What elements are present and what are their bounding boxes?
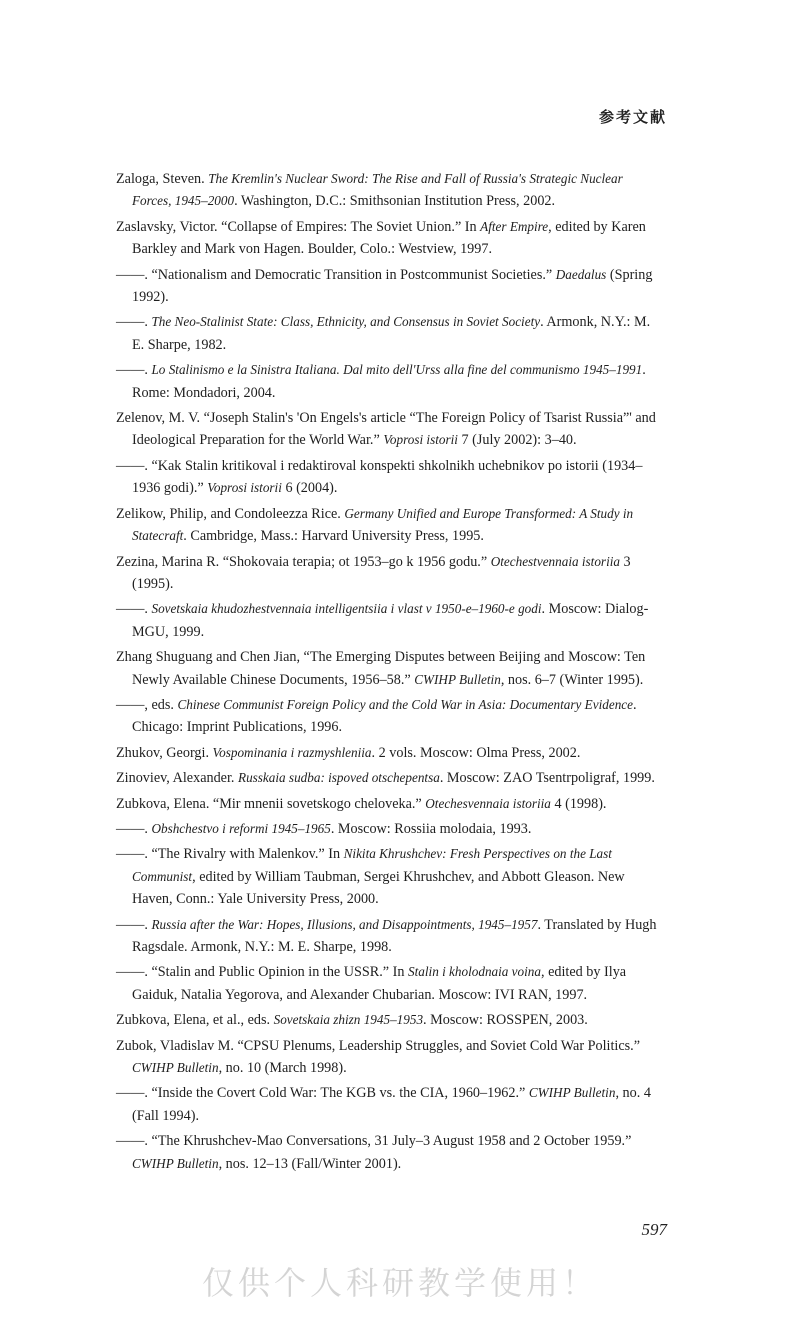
bibliography-entry: ——. Russia after the War: Hopes, Illusions, and Disappointments, 1945–1957. Translated by Hugh Ragsdale. Armonk, N.Y.: M. E. Sharpe, 1998. <box>116 916 657 955</box>
bibliography-entry: ——. Obshchestvo i reformi 1945–1965. Moscow: Rossiia molodaia, 1993. <box>116 820 532 837</box>
bibliography-entry: ——, eds. Chinese Communist Foreign Policy and the Cold War in Asia: Documentary Evidence. Chicago: Imprint Publications, 1996. <box>116 696 637 736</box>
page-number: 597 <box>641 1220 667 1239</box>
bibliography-entry: Zinoviev, Alexander. Russkaia sudba: ispoved otschepentsa. Moscow: ZAO Tsentrpoligraf, 1999. <box>116 770 655 787</box>
bibliography-entry: ——. The Neo-Stalinist State: Class, Ethnicity, and Consensus in Soviet Society. Armonk, N.Y.: M. E. Sharpe, 1982. <box>116 314 651 353</box>
bibliography-entry: Zubkova, Elena. “Mir mnenii sovetskogo cheloveka.” Otechesvennaia istoriia 4 (1998). <box>116 795 607 812</box>
bibliography-entry: Zubok, Vladislav M. “CPSU Plenums, Leadership Struggles, and Soviet Cold War Politics.” CWIHP Bulletin, no. 10 (March 1998). <box>116 1037 641 1077</box>
bibliography-entry: Zaslavsky, Victor. “Collapse of Empires: The Soviet Union.” In After Empire, edited by Karen Barkley and Mark von Hagen. Boulder, Colo.: Westview, 1997. <box>116 218 646 258</box>
bibliography-entry: ——. “Inside the Covert Cold War: The KGB vs. the CIA, 1960–1962.” CWIHP Bulletin, no. 4 (Fall 1994). <box>116 1085 651 1124</box>
bibliography-entry: Zelenov, M. V. “Joseph Stalin's 'On Engels's article “The Foreign Policy of Tsarist Russia”' and Ideological Preparation for the World War.” Voprosi istorii 7 (July 2002): 3–40. <box>116 410 656 449</box>
running-header: 参考文献 <box>598 108 667 126</box>
bibliography-entry: Zhukov, Georgi. Vospominania i razmyshleniia. 2 vols. Moscow: Olma Press, 2002. <box>116 744 581 761</box>
bibliography-entry: ——. “The Khrushchev-Mao Conversations, 31 July–3 August 1958 and 2 October 1959.” CWIHP Bulletin, nos. 12–13 (Fall/Winter 2001). <box>116 1133 632 1172</box>
bibliography-entry: ——. “The Rivalry with Malenkov.” In Nikita Khrushchev: Fresh Perspectives on the Last Communist, edited by William Taubman, Sergei Khrushchev, and Abbott Gleason. New Haven, Conn.: Yale University Press, 2000. <box>116 846 625 908</box>
bibliography-list <box>116 168 664 1178</box>
bibliography-entry: ——. “Nationalism and Democratic Transition in Postcommunist Societies.” Daedalus (Spring 1992). <box>116 266 653 306</box>
bibliography-entry: Zezina, Marina R. “Shokovaia terapia; ot 1953–go k 1956 godu.” Otechestvennaia istoriia 3 (1995). <box>116 553 631 592</box>
watermark: 仅供个人科研教学使用！ <box>201 1264 598 1302</box>
bibliography-entry: Zhang Shuguang and Chen Jian, “The Emerging Disputes between Beijing and Moscow: Ten Newly Available Chinese Documents, 1956–58.” CWIHP Bulletin, nos. 6–7 (Winter 1995). <box>116 649 646 688</box>
bibliography-entry: ——. Lo Stalinismo e la Sinistra Italiana. Dal mito dell'Urss alla fine del communismo 1945–1991. Rome: Mondadori, 2004. <box>116 362 646 401</box>
bibliography-entry: ——. Sovetskaia khudozhestvennaia intelligentsiia i vlast v 1950-e–1960-e godi. Moscow: Dialog-MGU, 1999. <box>116 601 649 640</box>
bibliography-entry: Zubkova, Elena, et al., eds. Sovetskaia zhizn 1945–1953. Moscow: ROSSPEN, 2003. <box>116 1012 588 1029</box>
bibliography-entry: Zaloga, Steven. The Kremlin's Nuclear Sword: The Rise and Fall of Russia's Strategic Nuclear Forces, 1945–2000. Washington, D.C.: Smithsonian Institution Press, 2002. <box>116 171 623 210</box>
bibliography-entry: Zelikow, Philip, and Condoleezza Rice. Germany Unified and Europe Transformed: A Study in Statecraft. Cambridge, Mass.: Harvard University Press, 1995. <box>116 505 634 545</box>
bibliography-entry: ——. “Kak Stalin kritikoval i redaktiroval konspekti shkolnikh uchebnikov po istorii (1934–1936 godi).” Voprosi istorii 6 (2004). <box>116 457 643 497</box>
bibliography-entry: ——. “Stalin and Public Opinion in the USSR.” In Stalin i kholodnaia voina, edited by Ilya Gaiduk, Natalia Yegorova, and Alexander Chubarian. Moscow: IVI RAN, 1997. <box>116 964 627 1003</box>
